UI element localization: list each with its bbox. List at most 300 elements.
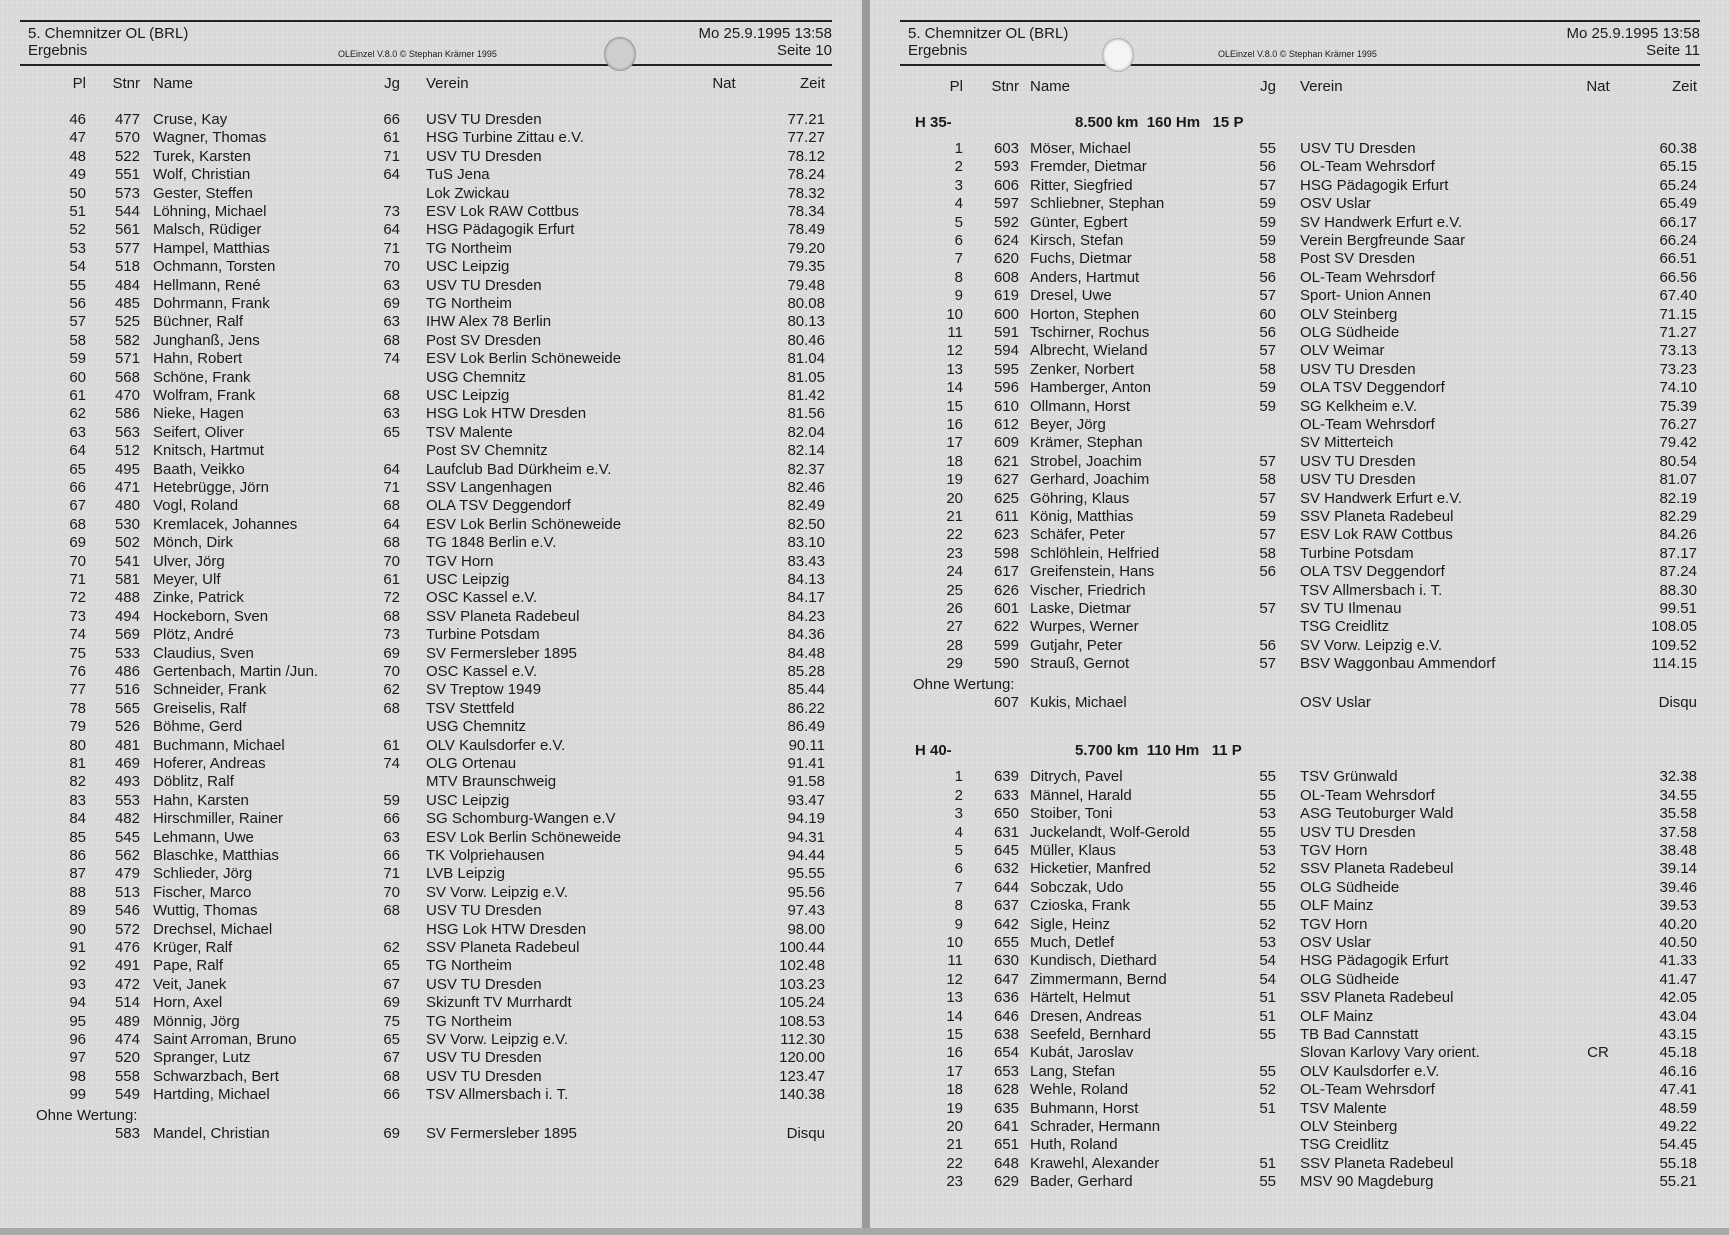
cell-jg: 73 — [383, 203, 400, 220]
cell-zeit: 81.56 — [787, 405, 825, 423]
cell-verein: HSG Lok HTW Dresden — [426, 920, 587, 938]
cell-jg: 65 — [383, 423, 400, 441]
result-row — [870, 508, 1729, 526]
cell-zeit: 98.00 — [787, 920, 825, 938]
cell-name: Wurpes, Werner — [1030, 618, 1139, 636]
cell-zeit: 83.43 — [787, 552, 825, 570]
cell-pl: 70 — [69, 552, 86, 570]
cell-stnr: 525 — [114, 313, 140, 331]
cell-jg: 57 — [1259, 342, 1276, 360]
col-jg: Jg — [384, 75, 400, 92]
cell-name: Hetebrügge, Jörn — [153, 479, 269, 496]
cell-zeit: 71.27 — [1659, 324, 1697, 341]
cell-zeit: 81.05 — [787, 368, 825, 386]
cell-zeit: 48.59 — [1659, 1099, 1697, 1117]
cell-name: Göhring, Klaus — [1030, 489, 1130, 507]
cell-name: Männel, Harald — [1030, 786, 1132, 804]
cell-name: Schrader, Hermann — [1030, 1118, 1161, 1135]
result-row — [0, 442, 862, 460]
cell-stnr: 654 — [993, 1044, 1019, 1062]
cell-stnr: 572 — [114, 920, 140, 938]
cell-stnr: 593 — [993, 158, 1019, 176]
cell-pl: 13 — [946, 989, 963, 1007]
result-row — [0, 571, 862, 589]
cell-verein: TSV Malente — [426, 423, 513, 441]
cell-zeit: 77.21 — [787, 111, 825, 128]
cell-jg: 55 — [1259, 1062, 1276, 1080]
cell-pl: 69 — [69, 534, 86, 552]
cell-pl: 24 — [946, 563, 963, 581]
cell-stnr: 609 — [993, 434, 1019, 452]
cell-name: Albrecht, Wieland — [1030, 342, 1148, 360]
cell-zeit: 34.55 — [1659, 786, 1697, 804]
cell-jg: 58 — [1259, 544, 1276, 562]
cell-zeit: 74.10 — [1659, 379, 1697, 397]
cell-verein: SV Vorw. Leipzig e.V. — [426, 1031, 569, 1048]
result-row — [870, 287, 1729, 305]
cell-verein: OSV Uslar — [1300, 934, 1371, 951]
cell-zeit: 84.23 — [787, 607, 825, 625]
cell-verein: Lok Zwickau — [426, 184, 510, 202]
cell-pl: 21 — [946, 508, 963, 525]
cell-verein: OLV Steinberg — [1300, 1118, 1398, 1135]
cell-zeit: 42.05 — [1659, 989, 1697, 1007]
cell-pl: 9 — [954, 915, 963, 933]
result-row — [870, 232, 1729, 250]
cell-zeit: 43.15 — [1659, 1026, 1697, 1043]
cell-jg: 68 — [383, 902, 400, 920]
cell-zeit: 112.30 — [780, 1031, 825, 1048]
cell-pl: 97 — [69, 1049, 86, 1067]
cell-stnr: 638 — [993, 1026, 1019, 1043]
cell-jg: 67 — [383, 1049, 400, 1067]
cell-jg: 63 — [383, 313, 400, 331]
cell-pl: 10 — [946, 305, 963, 323]
cell-zeit: 84.26 — [1659, 526, 1697, 544]
cell-verein: SG Schomburg-Wangen e.V — [426, 810, 616, 828]
col-verein: Verein — [426, 75, 469, 92]
cell-verein: OLA TSV Deggendorf — [426, 497, 571, 515]
cell-jg: 51 — [1259, 1154, 1276, 1172]
cell-verein: TK Volpriehausen — [426, 847, 545, 864]
cell-verein: OLV Kaulsdorfer e.V. — [1300, 1062, 1440, 1080]
cell-zeit: 49.22 — [1659, 1118, 1697, 1135]
cell-stnr: 651 — [993, 1136, 1019, 1154]
cell-pl: 22 — [946, 1154, 963, 1172]
cell-stnr: 607 — [993, 694, 1019, 711]
cell-zeit: 81.07 — [1659, 471, 1697, 489]
cell-name: Mandel, Christian — [153, 1125, 270, 1142]
result-row — [870, 526, 1729, 544]
cell-stnr: 491 — [114, 957, 140, 975]
cell-pl: 20 — [946, 489, 963, 507]
cell-stnr: 637 — [993, 897, 1019, 915]
cell-zeit: 90.11 — [788, 736, 825, 754]
class-name: H 40- — [915, 742, 952, 760]
cell-verein: USV TU Dresden — [426, 902, 542, 920]
cell-name: Zimmermann, Bernd — [1030, 970, 1167, 988]
cell-zeit: 84.17 — [787, 589, 825, 607]
cell-name: Hirschmiller, Rainer — [153, 810, 284, 828]
cell-name: Zenker, Norbert — [1030, 360, 1135, 378]
cell-stnr: 636 — [993, 989, 1019, 1007]
cell-jg: 67 — [383, 975, 400, 993]
result-row — [870, 879, 1729, 897]
cell-pl: 4 — [954, 195, 963, 213]
cell-name: Cruse, Kay — [153, 111, 228, 128]
cell-stnr: 522 — [114, 147, 140, 165]
cell-name: Strauß, Gernot — [1030, 655, 1130, 673]
cell-stnr: 533 — [114, 644, 140, 662]
print-datetime: Mo 25.9.1995 13:58 — [698, 25, 832, 42]
cell-jg: 57 — [1259, 600, 1276, 617]
page-left — [0, 0, 862, 1232]
cell-zeit: 93.47 — [787, 791, 825, 809]
result-row — [0, 350, 862, 368]
cell-verein: MSV 90 Magdeburg — [1300, 1173, 1434, 1191]
cell-jg: 75 — [383, 1012, 400, 1030]
cell-name: Huth, Roland — [1030, 1136, 1118, 1154]
cell-pl: 96 — [69, 1031, 86, 1048]
cell-zeit: 78.12 — [787, 147, 825, 165]
result-row — [0, 902, 862, 920]
result-row — [0, 295, 862, 313]
cell-jg: 66 — [383, 111, 400, 128]
cell-pl: 7 — [954, 878, 963, 896]
cell-name: Junghanß, Jens — [153, 331, 260, 349]
cell-jg: 55 — [1259, 897, 1276, 915]
cell-verein: SV Treptow 1949 — [426, 681, 542, 699]
cell-name: Fischer, Marco — [153, 883, 252, 901]
cell-zeit: 105.24 — [779, 994, 825, 1012]
cell-verein: OSC Kassel e.V. — [426, 663, 538, 680]
result-row — [0, 258, 862, 276]
cell-zeit: 94.44 — [787, 847, 825, 864]
cell-name: Hahn, Robert — [153, 350, 243, 368]
cell-name: Hellmann, René — [153, 276, 261, 294]
cell-jg: 71 — [383, 239, 400, 257]
result-row — [0, 957, 862, 975]
cell-jg: 66 — [383, 1086, 400, 1104]
result-row — [870, 1100, 1729, 1118]
result-row — [0, 645, 862, 663]
cell-stnr: 586 — [114, 405, 140, 423]
cell-stnr: 541 — [114, 552, 140, 570]
cell-pl: 88 — [69, 883, 86, 901]
cell-zeit: 32.38 — [1659, 768, 1697, 786]
cell-verein: USV TU Dresden — [426, 975, 542, 993]
cell-zeit: 40.20 — [1659, 915, 1697, 933]
cell-jg: 62 — [383, 681, 400, 699]
cell-jg: 69 — [383, 1125, 400, 1142]
cell-pl: 3 — [954, 176, 963, 194]
cell-pl: 25 — [946, 581, 963, 599]
result-row — [0, 185, 862, 203]
cell-verein: SSV Planeta Radebeul — [426, 607, 580, 625]
cell-verein: USG Chemnitz — [426, 718, 527, 736]
cell-stnr: 469 — [114, 755, 140, 772]
cell-zeit: 82.37 — [787, 460, 825, 478]
cell-stnr: 512 — [114, 442, 140, 460]
cell-zeit: 82.29 — [1659, 508, 1697, 525]
cell-name: Schlöhlein, Helfried — [1030, 544, 1160, 562]
cell-name: Buhmann, Horst — [1030, 1099, 1139, 1117]
cell-jg: 59 — [1259, 379, 1276, 397]
cell-stnr: 599 — [993, 636, 1019, 654]
cell-verein: ESV Lok Berlin Schöneweide — [426, 515, 622, 533]
result-row — [0, 221, 862, 239]
cell-stnr: 611 — [995, 508, 1019, 525]
cell-name: Kubát, Jaroslav — [1030, 1044, 1134, 1062]
cell-jg: 61 — [383, 571, 400, 588]
cell-zeit: 40.50 — [1659, 934, 1697, 951]
cell-stnr: 612 — [993, 416, 1019, 433]
cell-zeit: 78.34 — [787, 203, 825, 220]
cell-jg: 59 — [383, 791, 400, 809]
cell-stnr: 513 — [114, 883, 140, 901]
result-row — [0, 626, 862, 644]
cell-stnr: 626 — [993, 581, 1019, 599]
result-row — [870, 971, 1729, 989]
result-row — [0, 847, 862, 865]
cell-pl: 27 — [946, 618, 963, 636]
cell-pl: 5 — [954, 842, 963, 859]
cell-name: Hamberger, Anton — [1030, 379, 1151, 397]
result-row — [0, 994, 862, 1012]
cell-pl: 55 — [69, 276, 86, 294]
cell-pl: 64 — [69, 442, 86, 460]
cell-jg: 57 — [1259, 287, 1276, 305]
col-nat: Nat — [1586, 78, 1610, 95]
cell-zeit: 102.48 — [779, 957, 825, 975]
result-row — [870, 398, 1729, 416]
result-row — [0, 203, 862, 221]
cell-zeit: 80.54 — [1659, 452, 1697, 470]
result-row — [0, 461, 862, 479]
result-row — [0, 1013, 862, 1031]
cell-name: Stoiber, Toni — [1030, 805, 1113, 823]
event-title: 5. Chemnitzer OL (BRL) — [28, 25, 189, 42]
cell-pl: 61 — [69, 387, 86, 404]
cell-verein: USV TU Dresden — [1300, 452, 1416, 470]
cell-stnr: 592 — [993, 213, 1019, 231]
cell-stnr: 650 — [993, 805, 1019, 823]
cell-jg: 61 — [383, 129, 400, 147]
cell-jg: 53 — [1259, 934, 1276, 951]
col-name: Name — [1030, 78, 1071, 95]
result-row — [870, 952, 1729, 970]
cell-jg: 70 — [383, 258, 400, 276]
cell-stnr: 520 — [114, 1049, 140, 1067]
cell-name: Seefeld, Bernhard — [1030, 1026, 1151, 1043]
cell-jg: 70 — [383, 552, 400, 570]
cell-stnr: 627 — [993, 471, 1019, 489]
cell-zeit: 84.13 — [787, 571, 825, 588]
cell-name: Strobel, Joachim — [1030, 452, 1142, 470]
cell-name: Kukis, Michael — [1030, 694, 1127, 711]
cell-name: Czioska, Frank — [1030, 897, 1131, 915]
cell-verein: SV Fermersleber 1895 — [426, 1125, 577, 1142]
cell-pl: 90 — [69, 920, 86, 938]
cell-jg: 56 — [1259, 563, 1276, 581]
cell-jg: 63 — [383, 276, 400, 294]
page-right — [870, 0, 1729, 1232]
cell-pl: 58 — [69, 331, 86, 349]
cell-pl: 79 — [69, 718, 86, 736]
disqualified-row — [0, 1125, 862, 1143]
cell-stnr: 606 — [993, 176, 1019, 194]
cell-name: Schliebner, Stephan — [1030, 195, 1165, 213]
cell-pl: 22 — [946, 526, 963, 544]
cell-zeit: 99.51 — [1659, 600, 1697, 617]
cell-verein: OLV Weimar — [1300, 342, 1385, 360]
cell-zeit: 66.56 — [1659, 268, 1697, 286]
result-row — [0, 976, 862, 994]
cell-stnr: 641 — [993, 1118, 1019, 1135]
cell-stnr: 601 — [993, 600, 1019, 617]
cell-zeit: 65.24 — [1659, 176, 1697, 194]
cell-pl: 87 — [69, 865, 86, 883]
cell-name: Hockeborn, Sven — [153, 607, 269, 625]
cell-verein: USV TU Dresden — [1300, 360, 1416, 378]
cell-zeit: 86.49 — [787, 718, 825, 736]
cell-zeit: 123.47 — [779, 1067, 825, 1085]
cell-verein: SV TU Ilmenau — [1300, 600, 1402, 617]
cell-name: Wuttig, Thomas — [153, 902, 258, 920]
cell-verein: ESV Lok Berlin Schöneweide — [426, 350, 622, 368]
cell-pl: 6 — [954, 232, 963, 249]
cell-pl: 59 — [69, 350, 86, 368]
cell-jg: 62 — [383, 939, 400, 956]
cell-verein: OLG Südheide — [1300, 970, 1400, 988]
cell-zeit: 38.48 — [1659, 842, 1697, 859]
result-row — [0, 516, 862, 534]
cell-name: Döblitz, Ralf — [153, 773, 234, 791]
cell-jg: 71 — [383, 147, 400, 165]
result-row — [870, 324, 1729, 342]
cell-name: Plötz, André — [153, 626, 234, 644]
cell-verein: OSV Uslar — [1300, 195, 1371, 213]
cell-jg: 71 — [383, 865, 400, 883]
cell-stnr: 514 — [114, 994, 140, 1012]
cell-name: Bader, Gerhard — [1030, 1173, 1133, 1191]
cell-zeit: 80.13 — [787, 313, 825, 331]
cell-name: Gutjahr, Peter — [1030, 636, 1123, 654]
cell-zeit: 84.48 — [787, 644, 825, 662]
cell-name: Turek, Karsten — [153, 147, 251, 165]
result-row — [0, 111, 862, 129]
cell-name: Sobczak, Udo — [1030, 878, 1124, 896]
result-row — [0, 829, 862, 847]
cell-name: Greiselis, Ralf — [153, 699, 247, 717]
col-pl: Pl — [72, 75, 86, 92]
cell-jg: 55 — [1259, 768, 1276, 786]
cell-pl: 76 — [69, 663, 86, 680]
cell-jg: 55 — [1259, 1026, 1276, 1043]
cell-jg: 59 — [1259, 195, 1276, 213]
page-gutter — [862, 0, 870, 1235]
cell-jg: 51 — [1259, 1099, 1276, 1117]
doc-type: Ergebnis — [28, 42, 88, 59]
cell-pl: 67 — [69, 497, 86, 515]
cell-pl: 93 — [69, 975, 86, 993]
cell-zeit: 86.22 — [787, 699, 825, 717]
cell-stnr: 530 — [114, 515, 140, 533]
cell-jg: 68 — [383, 699, 400, 717]
result-row — [0, 553, 862, 571]
cell-verein: TG Northeim — [426, 1012, 512, 1030]
page-number: Seite 11 — [1646, 42, 1700, 59]
cell-pl: 72 — [69, 589, 86, 607]
cell-verein: ESV Lok Berlin Schöneweide — [426, 828, 622, 846]
column-headers — [870, 78, 1729, 96]
cell-stnr: 622 — [993, 618, 1019, 636]
cell-jg: 68 — [383, 607, 400, 625]
cell-stnr: 583 — [114, 1125, 140, 1142]
col-stnr: Stnr — [991, 78, 1019, 95]
cell-stnr: 561 — [114, 221, 140, 239]
result-row — [870, 158, 1729, 176]
result-row — [0, 755, 862, 773]
cell-pl: 15 — [946, 397, 963, 415]
cell-zeit: 41.33 — [1659, 952, 1697, 970]
cell-name: Lehmann, Uwe — [153, 828, 254, 846]
cell-verein: SV Handwerk Erfurt e.V. — [1300, 489, 1463, 507]
cell-name: Fremder, Dietmar — [1030, 158, 1147, 176]
result-row — [0, 589, 862, 607]
cell-jg: 66 — [383, 810, 400, 828]
cell-jg: 71 — [383, 479, 400, 496]
cell-stnr: 558 — [114, 1067, 140, 1085]
punch-hole — [604, 37, 636, 71]
cell-stnr: 597 — [993, 195, 1019, 213]
cell-zeit: 82.46 — [787, 479, 825, 496]
cell-jg: 53 — [1259, 842, 1276, 859]
cell-pl: 23 — [946, 544, 963, 562]
result-row — [0, 277, 862, 295]
cell-name: Vogl, Roland — [153, 497, 239, 515]
cell-pl: 16 — [946, 416, 963, 433]
cell-pl: 18 — [946, 1081, 963, 1099]
result-row — [0, 608, 862, 626]
col-jg: Jg — [1260, 78, 1276, 95]
col-pl: Pl — [949, 78, 963, 95]
cell-jg: 69 — [383, 295, 400, 312]
result-row — [0, 148, 862, 166]
cell-name: Ulver, Jörg — [153, 552, 225, 570]
cell-stnr: 477 — [114, 111, 140, 128]
cell-name: Dohrmann, Frank — [153, 295, 270, 312]
cell-stnr: 647 — [993, 970, 1019, 988]
cell-stnr: 633 — [993, 786, 1019, 804]
cell-name: Greifenstein, Hans — [1030, 563, 1155, 581]
cell-verein: HSG Pädagogik Erfurt — [1300, 952, 1449, 970]
cell-name: Schneider, Frank — [153, 681, 267, 699]
cell-zeit: 109.52 — [1651, 636, 1697, 654]
cell-zeit: 43.04 — [1659, 1007, 1697, 1025]
result-row — [0, 773, 862, 791]
col-stnr: Stnr — [112, 75, 140, 92]
cell-pl: 18 — [946, 452, 963, 470]
result-row — [0, 129, 862, 147]
cell-stnr: 568 — [114, 368, 140, 386]
cell-jg: 56 — [1259, 158, 1276, 176]
cell-jg: 52 — [1259, 860, 1276, 878]
cell-stnr: 631 — [993, 823, 1019, 841]
cell-name: Schwarzbach, Bert — [153, 1067, 279, 1085]
cell-pl: 52 — [69, 221, 86, 239]
ohne-wertung-text: Ohne Wertung: — [913, 675, 1015, 693]
